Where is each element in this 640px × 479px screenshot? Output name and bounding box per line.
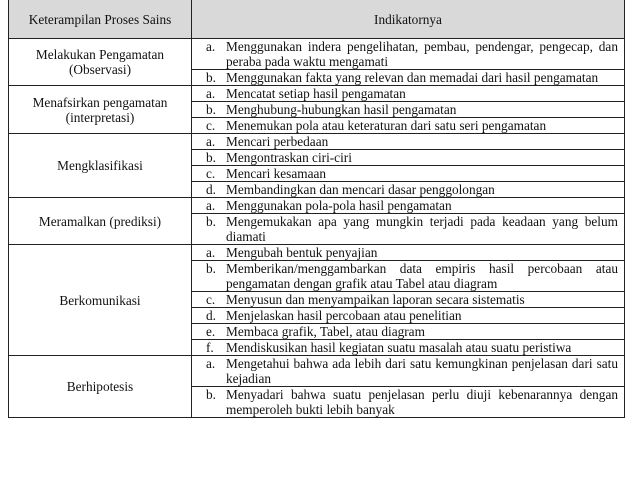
- indicator-text: Mencatat setiap hasil pengamatan: [226, 86, 406, 101]
- indicator-item: [192, 182, 618, 197]
- indicator-label: b.: [206, 70, 216, 85]
- indicator-text: Menghubung-hubungkan hasil pengamatan: [226, 102, 457, 117]
- indicator-text: Mengontraskan ciri-ciri: [226, 150, 352, 165]
- indicator-cell: [192, 166, 625, 182]
- indicator-item: [192, 39, 618, 69]
- indicator-item: [192, 308, 618, 323]
- indicator-text: Mendiskusikan hasil kegiatan suatu masalah atau suatu peristiwa: [226, 340, 572, 355]
- indicator-text: Menjelaskan hasil percobaan atau penelitian: [226, 308, 462, 323]
- indicator-cell: [192, 39, 625, 70]
- indicator-item: [192, 261, 618, 291]
- header-indicator: Indikatornya: [192, 0, 625, 39]
- indicator-label: b.: [206, 261, 216, 276]
- indicator-label: a.: [206, 245, 216, 260]
- indicator-item: [192, 134, 618, 149]
- indicator-text: Mencari kesamaan: [226, 166, 327, 181]
- indicator-label: e.: [206, 324, 216, 339]
- skill-cell: Berhipotesis: [9, 356, 192, 418]
- science-process-skills-table: [8, 0, 625, 418]
- indicator-item: [192, 214, 618, 244]
- indicator-cell: [192, 70, 625, 86]
- indicator-item: [192, 387, 618, 417]
- indicator-cell: [192, 261, 625, 292]
- indicator-label: a.: [206, 86, 216, 101]
- indicator-item: [192, 150, 618, 165]
- skill-cell: Melakukan Pengamatan (Observasi): [9, 39, 192, 86]
- indicator-cell: [192, 134, 625, 150]
- indicator-cell: [192, 356, 625, 387]
- indicator-cell: [192, 387, 625, 418]
- indicator-item: [192, 70, 618, 85]
- indicator-cell: [192, 86, 625, 102]
- indicator-cell: [192, 340, 625, 356]
- indicator-text: Mengemukakan apa yang mungkin terjadi pada keadaan yang belum diamati: [226, 214, 618, 244]
- indicator-cell: [192, 214, 625, 245]
- indicator-cell: [192, 245, 625, 261]
- indicator-item: [192, 118, 618, 133]
- indicator-text: Mencari perbedaan: [226, 134, 329, 149]
- skill-cell: Mengklasifikasi: [9, 134, 192, 198]
- indicator-label: a.: [206, 134, 216, 149]
- indicator-text: Menyadari bahwa suatu penjelasan perlu diuji kebenarannya dengan memperoleh bukti lebih banyak: [226, 387, 618, 417]
- indicator-cell: [192, 182, 625, 198]
- indicator-label: c.: [206, 166, 216, 181]
- indicator-text: Menggunakan indera pengelihatan, pembau, pendengar, pengecap, dan peraba pada waktu mengamati: [226, 39, 618, 69]
- indicator-text: Membandingkan dan mencari dasar penggolongan: [226, 182, 495, 197]
- skill-cell: Meramalkan (prediksi): [9, 198, 192, 245]
- indicator-item: [192, 86, 618, 101]
- indicator-text: Mengubah bentuk penyajian: [226, 245, 378, 260]
- indicator-label: a.: [206, 39, 216, 54]
- indicator-item: [192, 102, 618, 117]
- indicator-cell: [192, 292, 625, 308]
- indicator-item: [192, 324, 618, 339]
- table-row: [9, 86, 625, 102]
- header-row: [9, 0, 625, 39]
- table-row: [9, 39, 625, 70]
- indicator-label: f.: [206, 340, 214, 355]
- indicator-cell: [192, 324, 625, 340]
- indicator-cell: [192, 102, 625, 118]
- indicator-item: [192, 340, 618, 355]
- indicator-label: a.: [206, 356, 216, 371]
- indicator-text: Menyusun dan menyampaikan laporan secara sistematis: [226, 292, 525, 307]
- indicator-item: [192, 245, 618, 260]
- indicator-cell: [192, 150, 625, 166]
- indicator-label: c.: [206, 292, 216, 307]
- table-row: [9, 245, 625, 261]
- indicator-item: [192, 198, 618, 213]
- skill-cell: Berkomunikasi: [9, 245, 192, 356]
- table-row: [9, 356, 625, 387]
- table-row: [9, 134, 625, 150]
- indicator-cell: [192, 308, 625, 324]
- indicator-text: Menggunakan fakta yang relevan dan memadai dari hasil pengamatan: [226, 70, 599, 85]
- indicator-text: Mengetahui bahwa ada lebih dari satu kemungkinan penjelasan dari satu kejadian: [226, 356, 618, 386]
- indicator-cell: [192, 118, 625, 134]
- indicator-label: b.: [206, 214, 216, 229]
- indicator-cell: [192, 198, 625, 214]
- indicator-label: d.: [206, 182, 216, 197]
- indicator-label: b.: [206, 150, 216, 165]
- indicator-item: [192, 166, 618, 181]
- indicator-label: b.: [206, 102, 216, 117]
- indicator-label: b.: [206, 387, 216, 402]
- skill-cell: Menafsirkan pengamatan (interpretasi): [9, 86, 192, 134]
- indicator-item: [192, 356, 618, 386]
- indicator-text: Memberikan/menggambarkan data empiris hasil percobaan atau pengamatan dengan grafik atau Tabel atau diagram: [226, 261, 618, 291]
- header-skill: Keterampilan Proses Sains: [9, 0, 192, 39]
- indicator-label: a.: [206, 198, 216, 213]
- indicator-text: Menggunakan pola-pola hasil pengamatan: [226, 198, 452, 213]
- indicator-label: c.: [206, 118, 216, 133]
- indicator-text: Membaca grafik, Tabel, atau diagram: [226, 324, 425, 339]
- indicator-text: Menemukan pola atau keteraturan dari satu seri pengamatan: [226, 118, 547, 133]
- table-row: [9, 198, 625, 214]
- indicator-label: d.: [206, 308, 216, 323]
- indicator-item: [192, 292, 618, 307]
